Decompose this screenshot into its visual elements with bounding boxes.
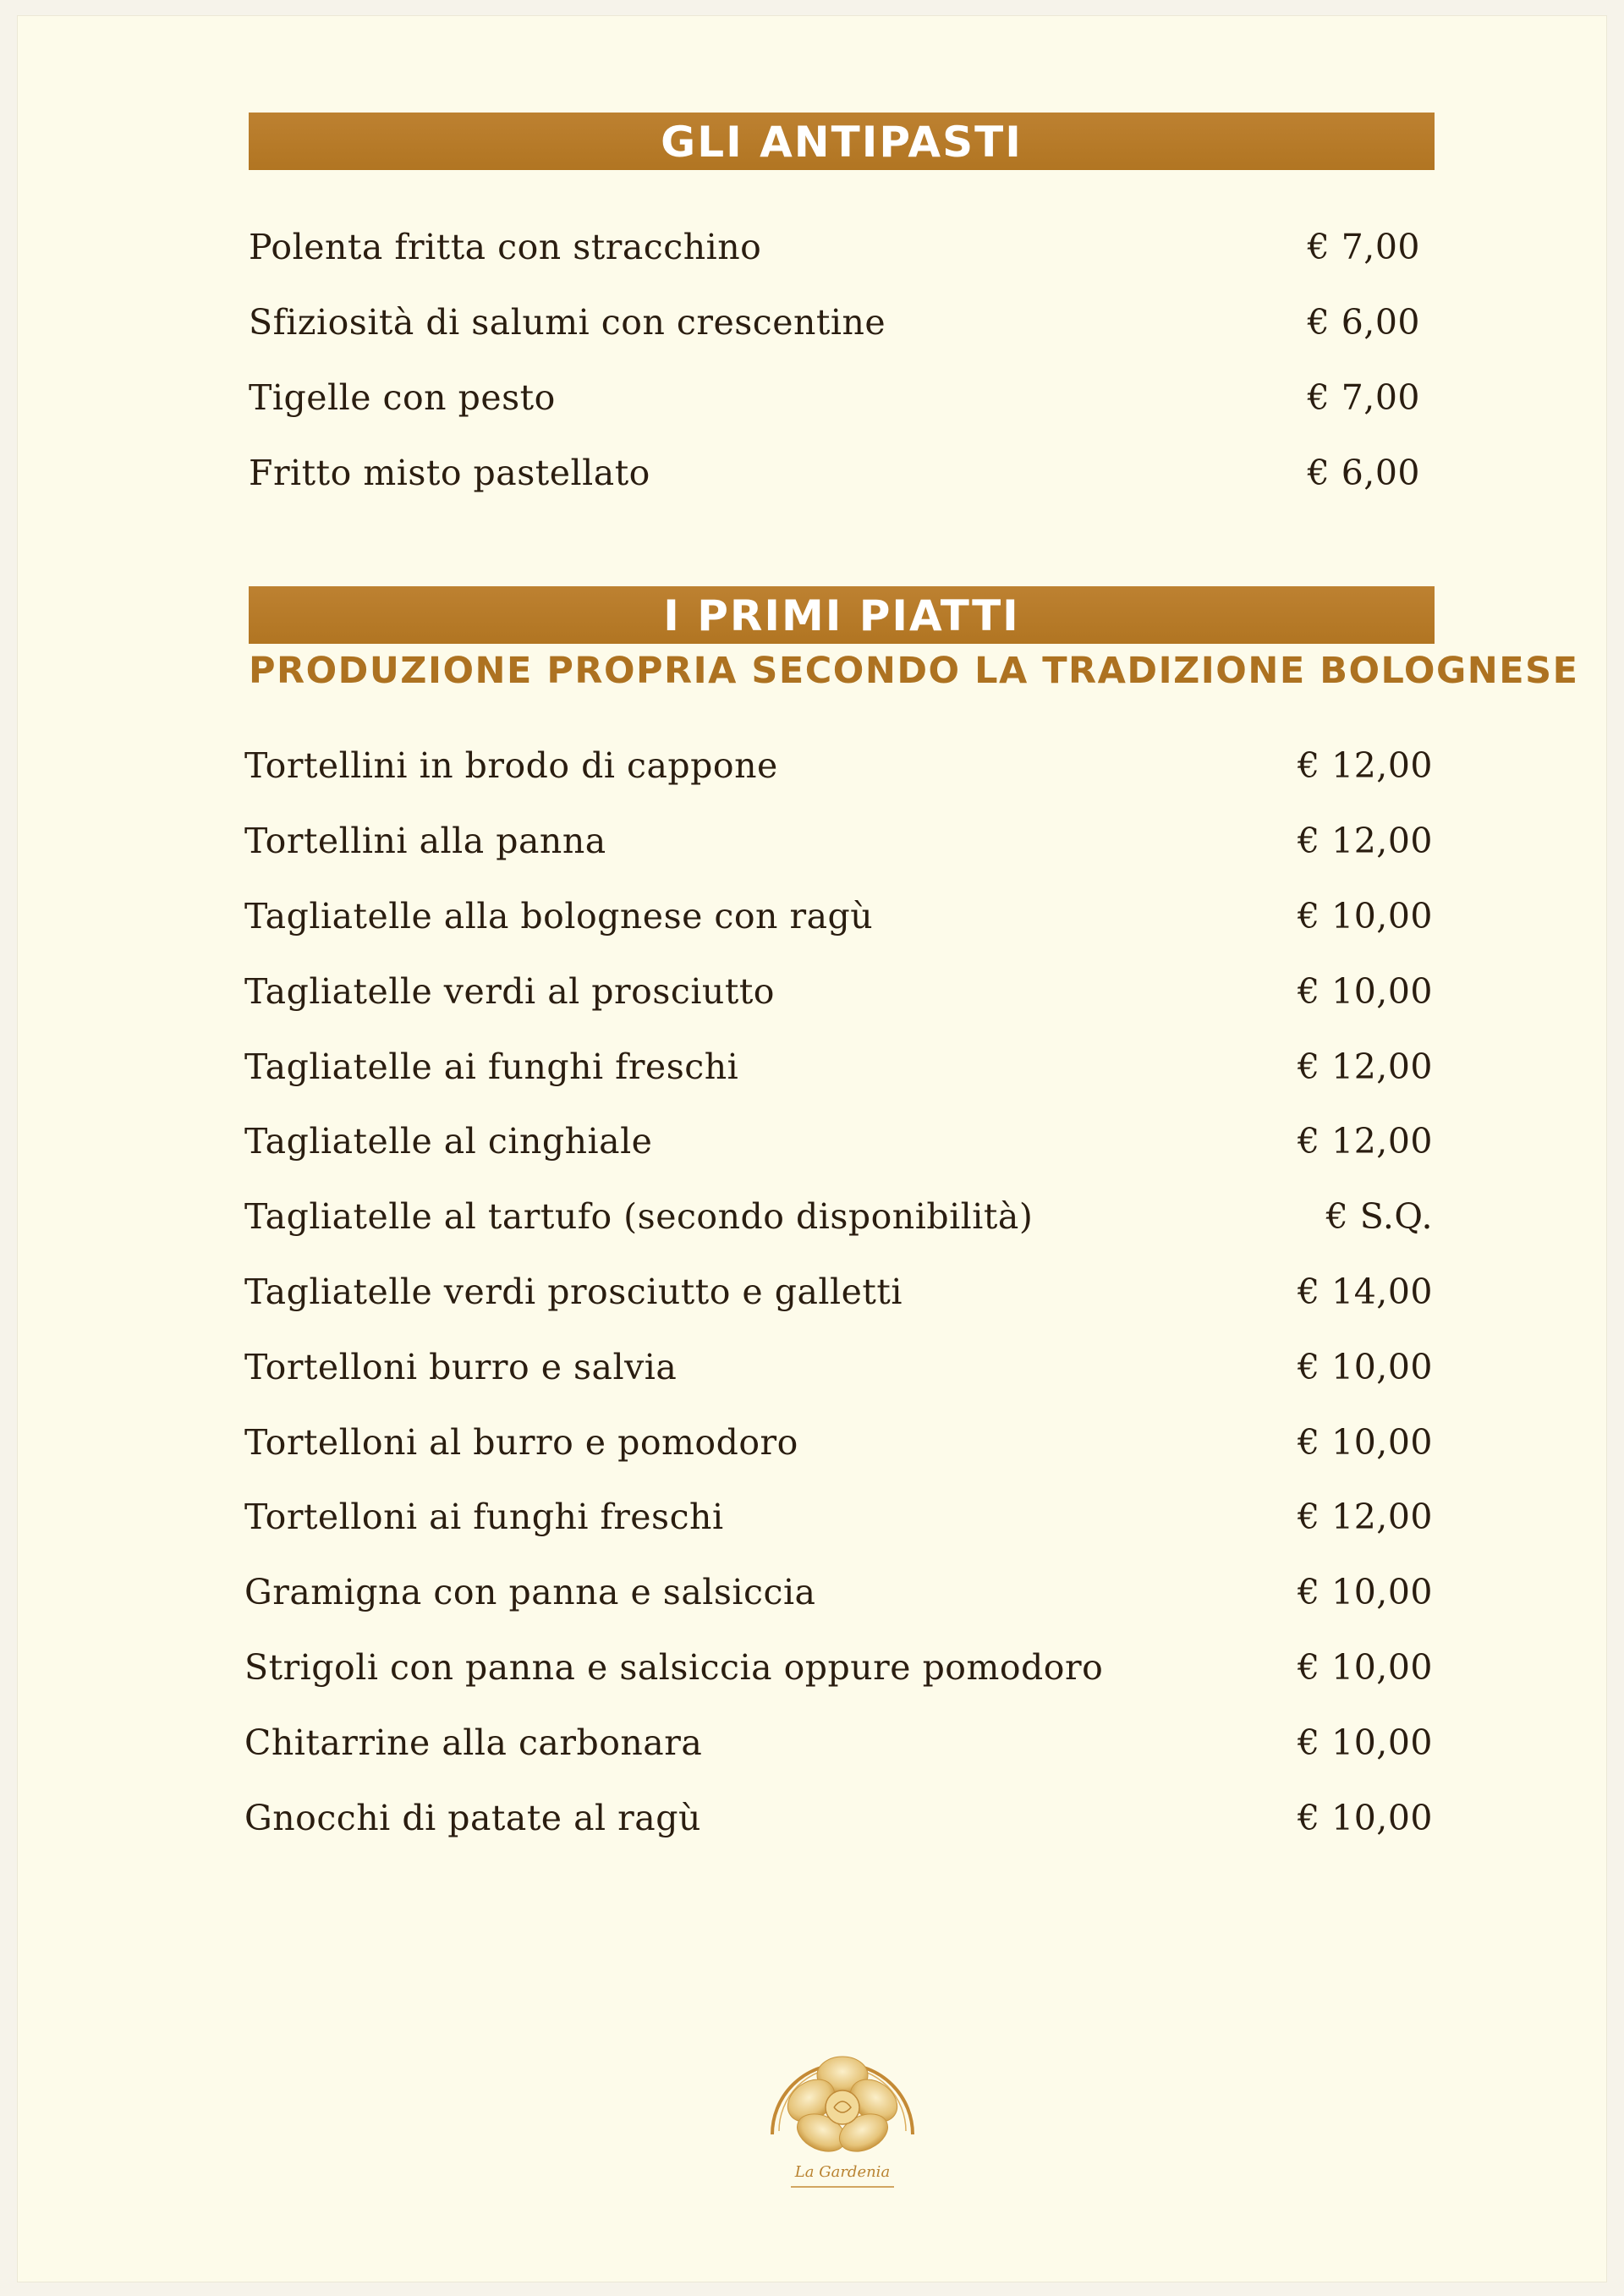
menu-item-price: € 6,00 [1307, 301, 1420, 343]
menu-item-price: € S.Q. [1325, 1196, 1433, 1238]
gardenia-flower-icon [780, 2057, 905, 2159]
menu-item [249, 435, 1420, 510]
menu-item [244, 879, 1433, 954]
primi-subtitle: PRODUZIONE PROPRIA SECONDO LA TRADIZIONE BOLOGNESE [249, 650, 1579, 692]
menu-item-name: Tortellini alla panna [244, 821, 606, 862]
menu-item-name: Sfiziosità di salumi con crescentine [249, 301, 886, 343]
menu-item [244, 1480, 1433, 1555]
menu-item-price: € 12,00 [1298, 1046, 1433, 1087]
antipasti-list [249, 209, 1420, 510]
menu-page [17, 15, 1607, 2282]
menu-item-name: Strigoli con panna e salsiccia oppure pomodoro [244, 1646, 1104, 1688]
menu-item [244, 1029, 1433, 1104]
menu-item-price: € 12,00 [1298, 745, 1433, 787]
menu-item-name: Tagliatelle al cinghiale [244, 1121, 653, 1162]
menu-item-price: € 12,00 [1298, 821, 1433, 862]
menu-item-name: Tagliatelle al tartufo (secondo disponibilità) [244, 1196, 1034, 1238]
menu-item [244, 1255, 1433, 1330]
menu-item-name: Chitarrine alla carbonara [244, 1722, 703, 1763]
menu-item-price: € 10,00 [1298, 1797, 1433, 1838]
primi-section-title: I PRIMI PIATTI [249, 586, 1435, 644]
menu-item-price: € 10,00 [1298, 1722, 1433, 1763]
menu-item-price: € 10,00 [1298, 1346, 1433, 1387]
menu-item-name: Tigelle con pesto [249, 376, 556, 418]
menu-item-name: Tagliatelle verdi prosciutto e galletti [244, 1271, 903, 1312]
menu-item-price: € 7,00 [1307, 226, 1420, 267]
menu-item-name: Tagliatelle verdi al prosciutto [244, 970, 775, 1012]
menu-item-name: Tagliatelle ai funghi freschi [244, 1046, 739, 1087]
menu-item [244, 1630, 1433, 1706]
menu-item [244, 804, 1433, 879]
menu-item [244, 1705, 1433, 1780]
menu-item [249, 360, 1420, 435]
menu-item [244, 953, 1433, 1029]
menu-item-name: Polenta fritta con stracchino [249, 226, 762, 267]
menu-item-price: € 10,00 [1298, 1646, 1433, 1688]
gardenia-logo [749, 2026, 936, 2192]
menu-item [244, 1104, 1433, 1179]
menu-item-name: Tortelloni ai funghi freschi [244, 1497, 724, 1538]
menu-item [249, 284, 1420, 360]
menu-item-price: € 6,00 [1307, 452, 1420, 493]
menu-item-name: Fritto misto pastellato [249, 452, 650, 493]
menu-item-price: € 10,00 [1298, 895, 1433, 937]
menu-item [244, 1179, 1433, 1255]
menu-item [249, 209, 1420, 284]
menu-item [244, 1780, 1433, 1855]
menu-item-price: € 10,00 [1298, 1421, 1433, 1463]
menu-item-price: € 10,00 [1298, 970, 1433, 1012]
menu-item-price: € 7,00 [1307, 376, 1420, 418]
menu-item [244, 1404, 1433, 1480]
menu-item-price: € 12,00 [1298, 1121, 1433, 1162]
menu-item [244, 1555, 1433, 1630]
menu-item-name: Tagliatelle alla bolognese con ragù [244, 895, 874, 937]
menu-item-price: € 12,00 [1298, 1497, 1433, 1538]
menu-item-price: € 14,00 [1298, 1271, 1433, 1312]
logo-text: La Gardenia [794, 2163, 891, 2181]
menu-item-name: Tortelloni al burro e pomodoro [244, 1421, 798, 1463]
menu-item [244, 728, 1433, 804]
menu-item-name: Gnocchi di patate al ragù [244, 1797, 701, 1838]
menu-item [244, 1329, 1433, 1404]
menu-item-name: Tortellini in brodo di cappone [244, 745, 778, 787]
antipasti-section-title: GLI ANTIPASTI [249, 113, 1435, 170]
menu-item-name: Gramigna con panna e salsiccia [244, 1572, 816, 1613]
menu-item-price: € 10,00 [1298, 1572, 1433, 1613]
primi-list [244, 728, 1433, 1855]
menu-item-name: Tortelloni burro e salvia [244, 1346, 678, 1387]
